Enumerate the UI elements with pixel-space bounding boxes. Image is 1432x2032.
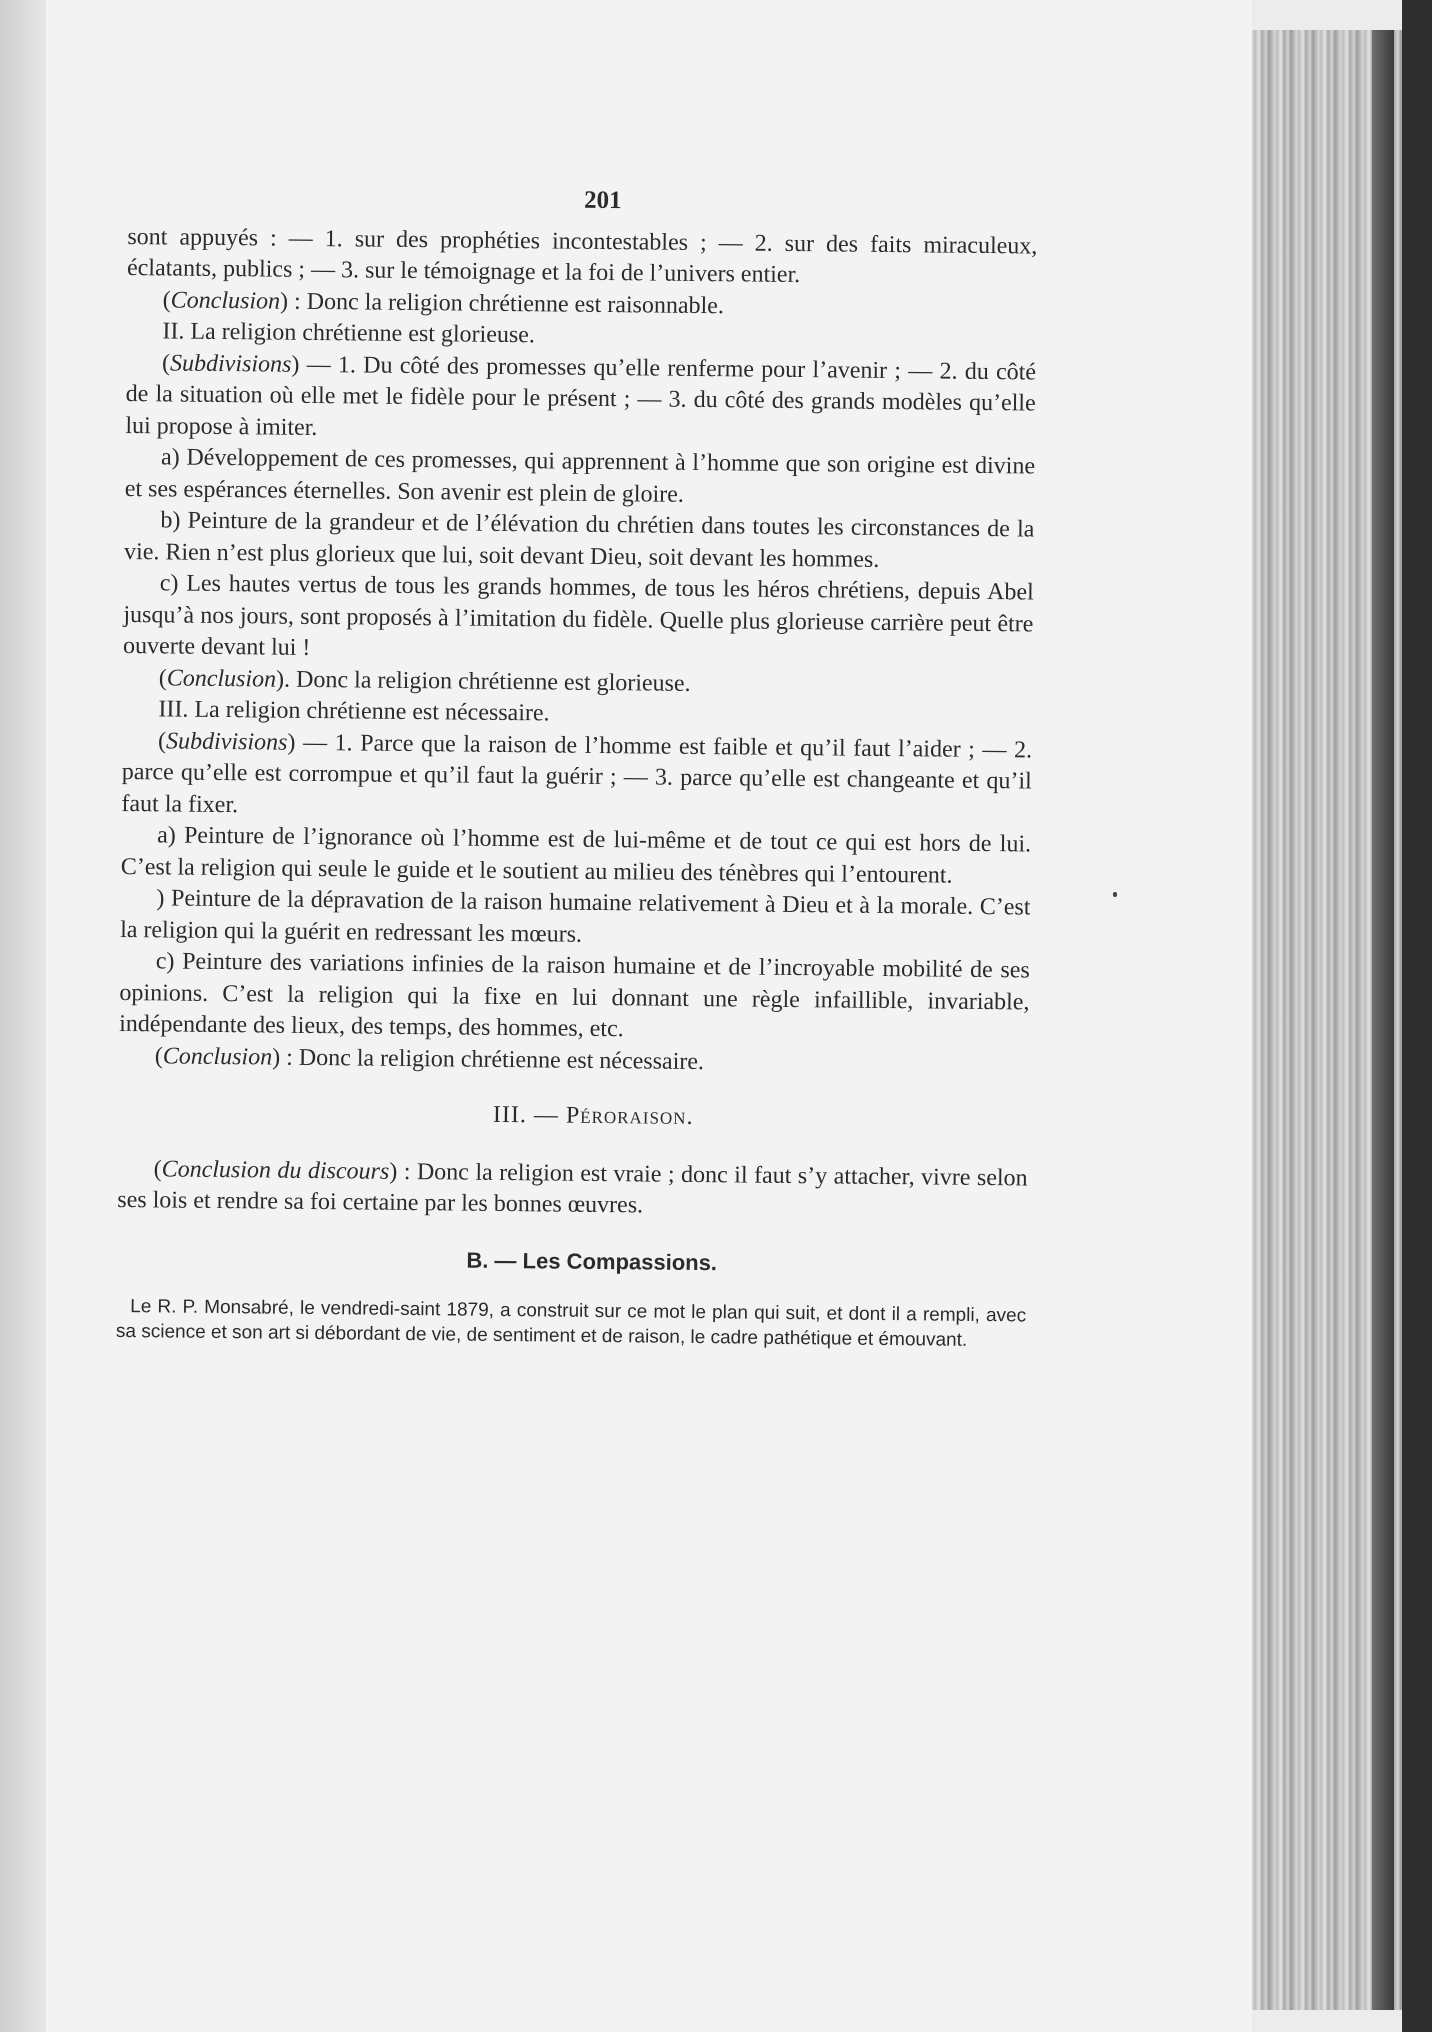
italic-label: Conclusion: [162, 1042, 273, 1071]
paragraph: a) Peinture de l’ignorance où l’homme est de lui-même et de tout ce qui est hors de lui. C’est la religion qui seule le guide et le soutient au milieu des ténèbres qui l’entourent.: [120, 822, 1032, 889]
page-stack-edge: [1252, 30, 1402, 2010]
ink-speck: [1113, 892, 1117, 897]
paragraph: c) Peinture des variations infinies de la raison humaine et de l’incroyable mobilité de ses opinions. C’est la religion qui la fixe en lui donnant une règle infaillible, invariable, indépendante des lieux, des temps, des hommes, etc.: [119, 948, 1030, 1043]
page-text: [116, 180, 1038, 1353]
paragraph: ) Peinture de la dépravation de la raison humaine relativement à Dieu et à la morale. C’est la religion qui la guérit en redressant les mœurs.: [120, 885, 1031, 948]
subdivisions-paragraph: (Subdivisions) — 1. Du côté des promesses qu’elle renferme pour l’avenir ; — 2. du côté de la situation où elle met le fidèle pour le présent ; — 3. du côté des grands modèles qu’elle lui propose à imiter.: [125, 349, 1037, 441]
conclusion-paragraph: (Conclusion). Donc la religion chrétienne est glorieuse.: [158, 664, 691, 697]
scan-right-border: [1402, 0, 1432, 2032]
conclusion-paragraph: (Conclusion) : Donc la religion chrétienne est nécessaire.: [154, 1042, 705, 1075]
italic-label: Subdivisions: [165, 727, 288, 756]
section-ii-title: II. La religion chrétienne est glorieuse.: [162, 318, 536, 349]
paragraph: a) Développement de ces promesses, qui apprennent à l’homme que son origine est divine et ses espérances éternelles. Son avenir est plein de gloire.: [124, 444, 1036, 508]
book-cover-edge: [1372, 30, 1394, 2010]
paragraph: c) Les hautes vertus de tous les grands hommes, de tous les héros chrétiens, depuis Abel jusqu’à nos jours, sont proposés à l’imitation du fidèle. Quelle plus glorieuse carrière peut être ouverte devant lui !: [122, 570, 1034, 661]
paragraph: sont appuyés : — 1. sur des prophéties incontestables ; — 2. sur des faits miraculeux, éclatants, publics ; — 3. sur le témoignage et la foi de l’univers entier.: [126, 223, 1038, 289]
italic-label: Subdivisions: [169, 349, 292, 378]
section-iii-title: III. La religion chrétienne est nécessaire.: [158, 696, 550, 727]
peroraison-heading: III. — Péroraison.: [492, 1101, 694, 1130]
paragraph: b) Peinture de la grandeur et de l’élévation du chrétien dans toutes les circonstances de la vie. Rien n’est plus glorieux que lui, soit devant Dieu, soit devant les hommes.: [123, 507, 1035, 573]
subdivisions-paragraph: (Subdivisions) — 1. Parce que la raison de l’homme est faible et qu’il faut l’aider ; — 2. parce qu’elle est corrompue et qu’il faut la guérir ; — 3. parce qu’elle est changeante et qu’il faut la fixer.: [121, 727, 1033, 818]
conclusion-discours-paragraph: (Conclusion du discours) : Donc la religion est vraie ; donc il faut s’y attacher, vivre selon ses lois et rendre sa foi certaine par les bonnes œuvres.: [117, 1155, 1028, 1219]
conclusion-paragraph: (Conclusion) : Donc la religion chrétienne est raisonnable.: [162, 286, 725, 319]
compassions-heading: B. — Les Compassions.: [466, 1247, 718, 1275]
page-number: 201: [583, 186, 622, 215]
monsabre-note: Le R. P. Monsabré, le vendredi-saint 1879, a construit sur ce mot le plan qui suit, et dont il a rempli, avec sa science et son art si débordant de vie, de sentiment et de raison, le cadre pathétique et émouvant.: [115, 1296, 1027, 1351]
italic-label: Conclusion: [166, 664, 277, 693]
italic-label: Conclusion du discours: [161, 1155, 390, 1185]
italic-label: Conclusion: [170, 286, 281, 315]
book-left-edge: [0, 0, 46, 2032]
